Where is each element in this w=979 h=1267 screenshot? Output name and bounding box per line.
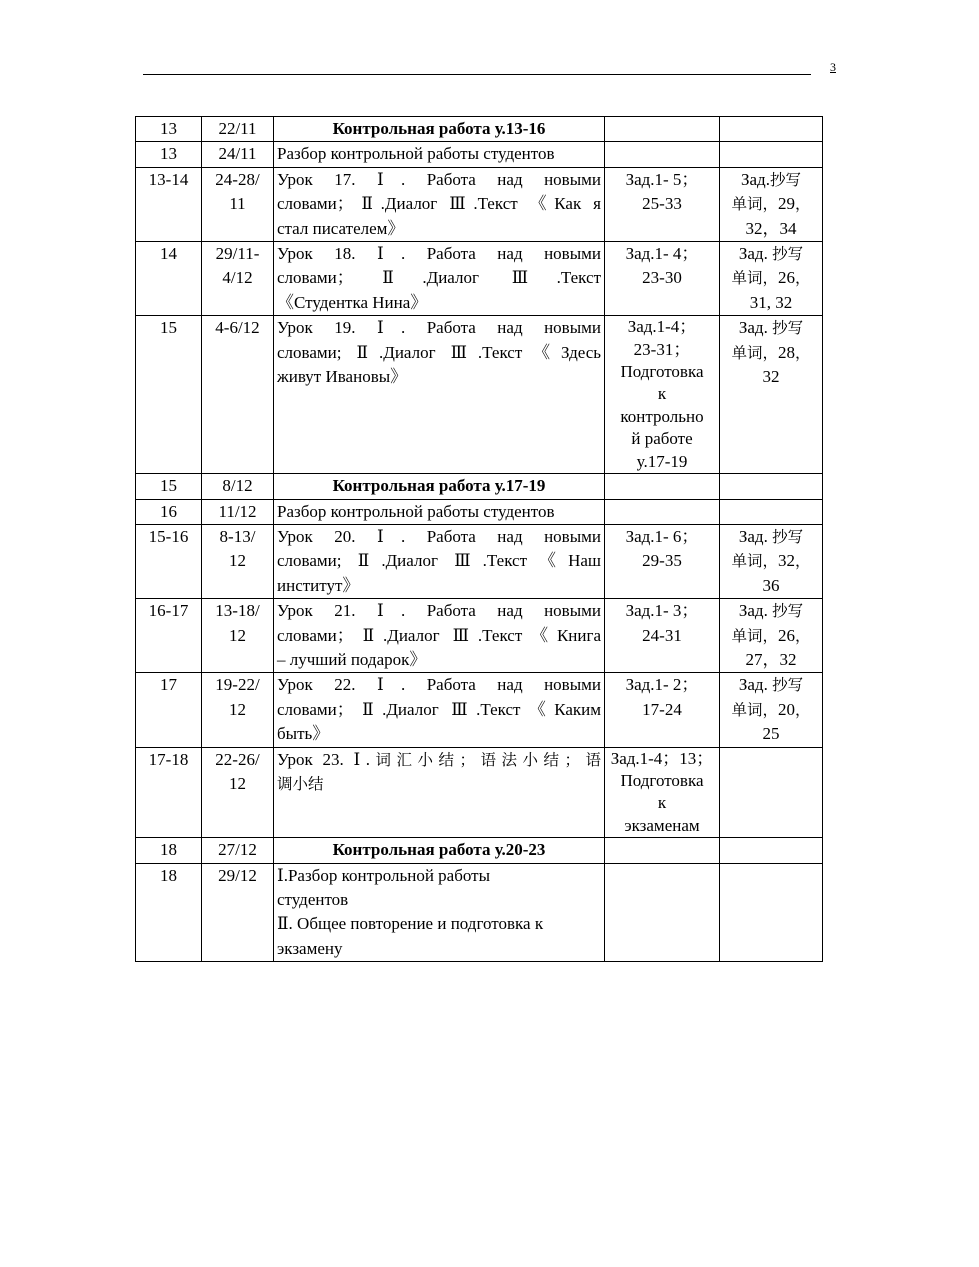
exercises-line: Зад.1-4；13；: [610, 748, 714, 768]
topic-line: Контрольная работа у.20-23: [332, 840, 546, 860]
table-row: [136, 838, 823, 863]
week-cell: 14: [136, 242, 202, 316]
topic-line: быть》: [277, 724, 330, 744]
exercises-cell: [605, 524, 720, 598]
topic-line: Урок 19. Ⅰ. Работа над новыми: [277, 318, 601, 338]
page-number: 3: [830, 60, 836, 74]
date-line: 22-26/: [215, 749, 260, 769]
topic-cell: [274, 167, 605, 241]
homework-line: 32: [762, 367, 780, 387]
exercises-line: Зад.1- 4；: [625, 244, 699, 264]
date-line: 12: [229, 699, 246, 719]
table-row: [136, 673, 823, 747]
date-cell: [202, 673, 274, 747]
date-line: 8-13/: [219, 526, 256, 546]
homework-line: 25: [762, 724, 780, 744]
date-line: 12: [229, 625, 246, 645]
topic-line: Ⅱ. Общее повторение и подготовка к: [277, 914, 544, 934]
homework-line: 31, 32: [749, 292, 793, 312]
header-rule: [143, 74, 811, 75]
topic-line: – лучший подарок》: [277, 649, 427, 669]
date-line: 24-28/: [215, 169, 260, 189]
exercises-line: Зад.1- 2；: [625, 675, 699, 695]
homework-cell: [720, 524, 823, 598]
homework-cell: [720, 673, 823, 747]
homework-line: Зад.抄写: [741, 169, 801, 189]
topic-line: словами; Ⅱ.Диалог Ⅲ.Текст《Наш: [277, 551, 601, 571]
test-title-cell: [274, 474, 605, 499]
exercises-cell: [605, 599, 720, 673]
exercises-line: 25-33: [642, 194, 682, 214]
homework-cell: [720, 747, 823, 838]
exercises-line: экзаменам: [624, 815, 700, 835]
date-cell: [202, 474, 274, 499]
topic-line: Урок 17. Ⅰ. Работа над новыми: [277, 169, 601, 189]
homework-line: Зад. 抄写: [738, 675, 804, 695]
date-line: 11: [229, 194, 246, 214]
date-line: 8/12: [222, 476, 253, 496]
date-line: 19-22/: [215, 675, 260, 695]
exercises-line: 29-35: [642, 551, 682, 571]
exercises-cell: [605, 863, 720, 962]
test-title-cell: [274, 117, 605, 142]
date-line: 12: [229, 773, 246, 793]
homework-line: Зад. 抄写: [738, 601, 804, 621]
topic-line: экзамену: [277, 938, 343, 958]
date-line: 13-18/: [215, 601, 260, 621]
date-line: 22/11: [218, 119, 257, 138]
week-cell: 15: [136, 474, 202, 499]
date-cell: [202, 524, 274, 598]
week-cell: 17: [136, 673, 202, 747]
exercises-cell: [605, 838, 720, 863]
exercises-line: к: [657, 384, 667, 404]
topic-cell: [274, 673, 605, 747]
date-cell: [202, 167, 274, 241]
table-row: [136, 316, 823, 474]
homework-line: Зад. 抄写: [738, 244, 804, 264]
homework-cell: [720, 863, 823, 962]
exercises-line: й работе: [631, 429, 693, 449]
exercises-cell: [605, 747, 720, 838]
homework-line: 27，32: [745, 649, 797, 669]
exercises-line: Зад.1- 6；: [625, 526, 699, 546]
exercises-line: Зад.1- 5；: [625, 169, 699, 189]
topic-line: Разбор контрольной работы студентов: [277, 144, 555, 164]
table-row: [136, 524, 823, 598]
exercises-line: контрольно: [620, 406, 704, 426]
topic-line: стал писателем》: [277, 218, 405, 238]
topic-line: Урок 18. Ⅰ. Работа над новыми: [277, 244, 601, 264]
date-cell: [202, 316, 274, 474]
date-line: 4/12: [222, 268, 253, 288]
homework-line: 单词，26，: [731, 268, 811, 288]
date-cell: [202, 747, 274, 838]
exercises-line: Зад.1-4；: [627, 317, 697, 337]
date-line: 24/11: [218, 144, 257, 164]
homework-line: Зад. 抄写: [738, 526, 804, 546]
topic-cell: [274, 316, 605, 474]
exercises-cell: [605, 117, 720, 142]
homework-line: 单词，20，: [731, 699, 811, 719]
week-cell: 15: [136, 316, 202, 474]
date-cell: [202, 499, 274, 524]
topic-line: студентов: [277, 890, 349, 909]
date-line: 29/12: [218, 865, 257, 885]
topic-cell: [274, 524, 605, 598]
homework-cell: [720, 167, 823, 241]
date-line: 4-6/12: [215, 318, 260, 338]
homework-cell: [720, 499, 823, 524]
date-line: 29/11-: [215, 244, 260, 264]
topic-line: словами；Ⅱ.Диалог Ⅲ.Текст 《Как я: [277, 194, 601, 214]
homework-line: 单词，28，: [731, 342, 811, 362]
exercises-line: Подготовка: [620, 362, 704, 382]
homework-cell: [720, 838, 823, 863]
topic-line: Разбор контрольной работы студентов: [277, 501, 555, 521]
topic-cell: [274, 499, 605, 524]
topic-line: Урок 21. Ⅰ. Работа над новыми: [277, 601, 601, 621]
exercises-cell: [605, 316, 720, 474]
date-line: 12: [229, 551, 246, 571]
date-line: 27/12: [218, 840, 257, 860]
homework-cell: [720, 242, 823, 316]
homework-cell: [720, 142, 823, 167]
homework-line: 32，34: [745, 218, 797, 238]
date-cell: [202, 117, 274, 142]
topic-line: Урок 20. Ⅰ. Работа над новыми: [277, 526, 601, 546]
exercises-cell: [605, 673, 720, 747]
exercises-line: 24-31: [642, 625, 682, 645]
topic-cell: [274, 142, 605, 167]
week-cell: 18: [136, 838, 202, 863]
exercises-cell: [605, 142, 720, 167]
date-cell: [202, 599, 274, 673]
exercises-line: 23-30: [642, 268, 682, 288]
date-cell: [202, 142, 274, 167]
homework-cell: [720, 117, 823, 142]
table-row: [136, 117, 823, 142]
homework-line: Зад. 抄写: [738, 318, 804, 338]
topic-line: институт》: [277, 575, 360, 595]
date-cell: [202, 863, 274, 962]
table-row: [136, 863, 823, 962]
schedule-table: [135, 116, 823, 962]
topic-line: Урок 22. Ⅰ. Работа над новыми: [277, 675, 601, 695]
week-cell: 13: [136, 142, 202, 167]
topic-line: словами；Ⅱ.Диалог Ⅲ.Текст: [277, 268, 601, 288]
date-line: 11/12: [218, 501, 257, 521]
homework-line: 单词，26，: [731, 625, 811, 645]
topic-line: Урок 23. Ⅰ.词汇小结；语法小结；语: [277, 749, 601, 769]
week-cell: 15-16: [136, 524, 202, 598]
table-row: [136, 499, 823, 524]
homework-line: 单词，29，: [731, 194, 811, 214]
table-row: [136, 242, 823, 316]
exercises-cell: [605, 474, 720, 499]
homework-cell: [720, 474, 823, 499]
exercises-line: Зад.1- 3；: [625, 601, 699, 621]
week-cell: 18: [136, 863, 202, 962]
topic-line: Ⅰ.Разбор контрольной работы: [277, 865, 490, 885]
test-title-cell: [274, 838, 605, 863]
topic-line: словами；Ⅱ.Диалог Ⅲ.Текст《Книга: [277, 625, 601, 645]
week-cell: 16-17: [136, 599, 202, 673]
week-cell: 13-14: [136, 167, 202, 241]
exercises-line: Подготовка: [620, 770, 704, 790]
table-row: [136, 142, 823, 167]
exercises-line: к: [657, 793, 667, 813]
table-row: [136, 747, 823, 838]
schedule-body: [136, 117, 823, 962]
table-row: [136, 474, 823, 499]
topic-cell: [274, 599, 605, 673]
topic-line: живут Ивановы》: [277, 367, 408, 387]
table-row: [136, 167, 823, 241]
homework-line: 36: [762, 575, 780, 595]
exercises-line: 17-24: [642, 699, 682, 719]
topic-cell: [274, 863, 605, 962]
table-row: [136, 599, 823, 673]
topic-cell: [274, 747, 605, 838]
topic-line: словами; Ⅱ.Диалог Ⅲ.Текст《Здесь: [277, 342, 601, 362]
exercises-cell: [605, 167, 720, 241]
week-cell: 16: [136, 499, 202, 524]
exercises-line: у.17-19: [636, 451, 688, 471]
exercises-cell: [605, 242, 720, 316]
topic-line: 《Студентка Нина》: [277, 292, 428, 312]
topic-cell: [274, 242, 605, 316]
homework-cell: [720, 316, 823, 474]
date-cell: [202, 838, 274, 863]
topic-line: Контрольная работа у.13-16: [332, 119, 546, 138]
date-cell: [202, 242, 274, 316]
homework-cell: [720, 599, 823, 673]
week-cell: 13: [136, 117, 202, 142]
topic-line: 调小结: [277, 774, 324, 793]
exercises-line: 23-31；: [633, 339, 691, 359]
homework-line: 单词，32，: [731, 551, 811, 571]
week-cell: 17-18: [136, 747, 202, 838]
topic-line: Контрольная работа у.17-19: [332, 476, 546, 496]
topic-line: словами；Ⅱ.Диалог Ⅲ.Текст《Каким: [277, 699, 601, 719]
exercises-cell: [605, 499, 720, 524]
